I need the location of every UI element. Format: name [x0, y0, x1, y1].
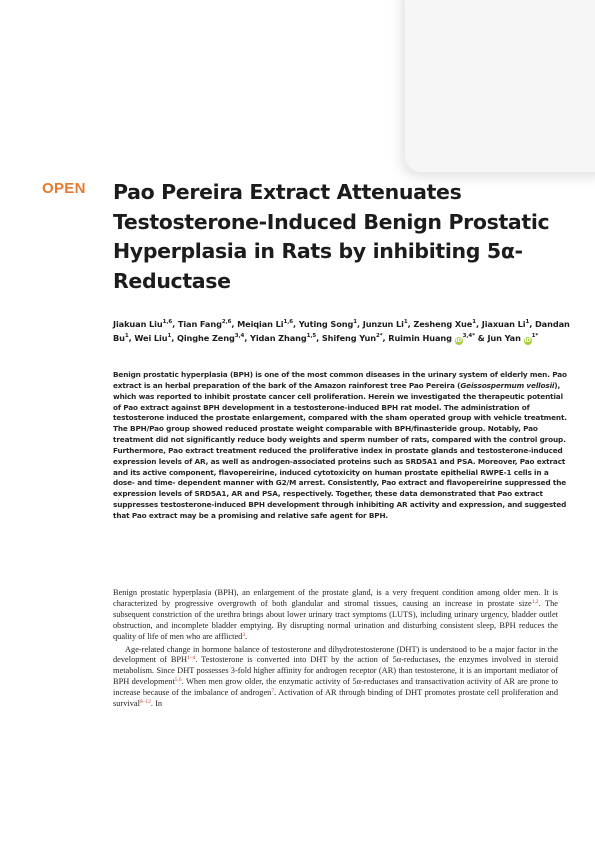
author-name: Jun Yan — [487, 333, 521, 344]
author-affiliation: 2,6 — [221, 319, 232, 325]
abstract-species-name: Geissospermum vellosii — [460, 380, 555, 390]
body-text-run: . — [245, 631, 248, 641]
body-text-run: . When men grow older, the enzymatic activity of 5α-reductases and transactivation activity of AR are prone to increase because of the imbalance of androgen — [113, 677, 558, 698]
author-name: Wei Liu — [134, 333, 168, 344]
author-name: Ruimin Huang — [388, 333, 452, 344]
citation-link[interactable]: 8–12 — [139, 699, 151, 706]
author-affiliation: 3,4 — [234, 333, 245, 340]
body-text-run: . The subsequent constriction of the urethra brings about lower urinary tract symptoms (LUTS), including urinary urgency, bladder outlet obstruction, and incomplete bladder emptying. By disrupting normal urination and disturbing consistent sleep, BPH reduces the quality of life of men who are afflicted — [113, 598, 558, 641]
article-title: Pao Pereira Extract Attenuates Testosterone-Induced Benign Prostatic Hyperplasia in Rats by inhibiting 5α-Reductase — [113, 180, 550, 293]
author-affiliation: 1,5 — [306, 333, 317, 340]
open-access-label: OPEN — [42, 180, 86, 197]
citation-link[interactable]: 7 — [271, 688, 275, 695]
body-text-run: . Activation of AR through binding of DHT promotes prostate cell proliferation and survival — [113, 688, 558, 709]
abstract-text-2: ), which was reported to inhibit prostate cancer cell proliferation. Herein we investigated the therapeutic potential of Pao extract against BPH development in a testosterone-induced BPH rat model. The administration of testosterone induced the prostate enlargement, compared with the sham operated group with vehicle treatment. The BPH/Pao group showed reduced prostate weight comparable with BPH/finasteride group. Notably, Pao treatment did not significantly reduce body weights and sperm number of rats, compared with the control group. Furthermore, Pao extract treatment reduced the proliferative index in prostate glands and testosterone-induced expression levels of AR, as well as androgen-associated proteins such as SRD5A1 and PSA. Moreover, Pao extract and its active component, flavopereirine, induced cytotoxicity on human prostate epithelial RWPE-1 cells in a dose- and time- dependent manner with G2/M arrest. Consistently, Pao extract and flavopereirine suppressed the expression levels of SRD5A1, AR and PSA, respectively. Together, these data demonstrated that Pao extract suppresses testosterone-induced BPH development through inhibiting AR activity and expression, and suggested that Pao extract may be a promising and relative safe agent for BPH. — [113, 380, 567, 520]
author-affiliation: 3,4* — [462, 333, 475, 340]
author-affiliation: 1 — [167, 333, 172, 340]
abstract — [113, 370, 568, 522]
body-text-run: . Testosterone is converted into DHT by the action of 5α-reductases, the enzymes involved in steroid metabolism. Since DHT possesses 3-fold higher affinity for androgen receptor (AR) than testosterone, it is an important mediator of BPH development — [113, 655, 558, 687]
body-paragraph-2 — [113, 645, 558, 710]
orcid-icon[interactable]: iD — [524, 338, 531, 345]
orcid-icon[interactable]: iD — [455, 338, 462, 345]
body-text — [113, 588, 558, 710]
author-affiliation: 2* — [375, 333, 383, 340]
author-name: Junzun Li — [362, 319, 404, 329]
author-affiliation: 1 — [472, 319, 476, 325]
body-text-run: . In — [150, 699, 163, 709]
body-text-run: Benign prostatic hyperplasia (BPH), an enlargement of the prostate gland, is a very frequent condition among older men. It is characterized by progressive overgrowth of both glandular and stromal tissues, causing an increase in prostate size — [113, 588, 558, 608]
author-affiliation: 1,6 — [283, 319, 293, 325]
author-affiliation: 1* — [531, 333, 539, 340]
author-affiliation: 1 — [124, 333, 129, 340]
author-affiliation: 1 — [353, 319, 357, 325]
author-name: Yuting Song — [298, 319, 354, 329]
author-affiliation: 1,6 — [162, 319, 173, 325]
body-paragraph-1 — [113, 588, 558, 643]
author-name: Shifeng Yun — [321, 333, 376, 344]
author-name: Jiaxuan Li — [481, 319, 526, 329]
author-list: Jiakuan Liu$^{1,6}$, Tian Fang$^{2,6}$, Meiqian Li$^{1,6}$, Yuting Song$^1$, Junzun Li$^1$, Zesheng Xue$^1$, Jiaxuan Li$^1$, Dandan Bu$^1$, Wei Liu$^1$, Qinghe Zeng$^{3,4}$, Yidan Zhang$^{1,5}$, Shifeng Yun$^{2*}$, Ruimin Huang $iD^{3,4*}$ & Jun Yan $iD^{1*}$ — [113, 319, 570, 345]
author-name: Jiakuan Liu — [113, 319, 163, 329]
body-text-run: Age-related change in hormone balance of testosterone and dihydrotestosterone (DHT) is understood to be a major factor in the development of BPH — [113, 644, 558, 665]
corner-card-decoration — [405, 0, 595, 172]
author-name: Qinghe Zeng — [176, 333, 235, 344]
author-name: Meiqian Li — [237, 319, 284, 329]
citation-link[interactable]: 3 — [242, 631, 246, 638]
author-name: Zesheng Xue — [413, 319, 473, 329]
citation-link[interactable]: 1–4 — [187, 655, 196, 662]
abstract-text-1: Benign prostatic hyperplasia (BPH) is one of the most common diseases in the urinary system of elderly men. Pao extract is an herbal preparation of the bark of the Amazon rainforest tree Pao Pereira ( — [113, 370, 567, 390]
author-affiliation: 1 — [403, 319, 408, 325]
author-name: Yidan Zhang — [249, 333, 307, 344]
author-name: Dandan Bu — [113, 319, 570, 344]
author-name: Tian Fang — [177, 319, 222, 329]
citation-link[interactable]: 1,2 — [531, 598, 539, 605]
author-affiliation: 1 — [525, 319, 530, 325]
citation-link[interactable]: 5,6 — [174, 677, 182, 684]
